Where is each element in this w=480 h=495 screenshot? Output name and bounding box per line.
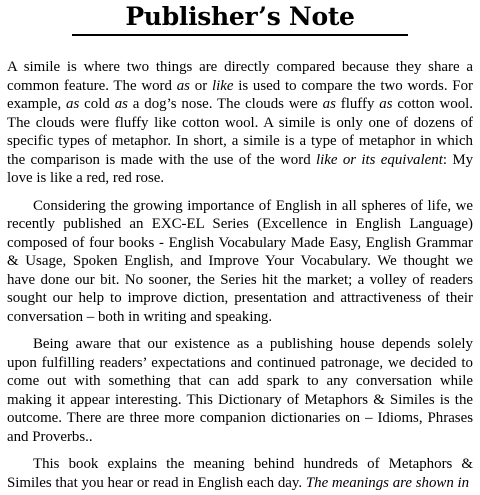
italic-run: as xyxy=(322,96,336,112)
page-title: Publisher’s Note xyxy=(125,2,355,31)
italic-run: as xyxy=(176,77,190,94)
text-run: : My love is like a red, red rose. xyxy=(7,151,473,186)
paragraph-1 xyxy=(7,58,473,188)
text-run: Considering the growing importance of English in all spheres of life, we recently published an EXC-EL Series (Excellence in English Language) composed of four books - English Vocabulary Made Easy, English Grammar & Usage, Spoken English, and Improve Your Vocabulary. We thought we have done our bit. No sooner, the Series hit the market; a volley of readers sought our help to improve diction, presentation and attractiveness of their conversation – both in writing and speaking. xyxy=(7,197,473,325)
italic-run: The meanings are shown in xyxy=(305,474,470,491)
italic-run: like or its equivalent xyxy=(315,151,443,168)
italic-run: as xyxy=(114,96,128,112)
text-run: fluffy xyxy=(335,96,380,112)
italic-run: like xyxy=(211,77,234,94)
paragraph-2 xyxy=(7,197,473,327)
text-run: or xyxy=(189,77,212,94)
text-run: is used to compare the two words. For example, xyxy=(7,77,473,112)
text-run: This book explains the meaning behind hundreds of Metaphors & Similes that you hear or read in English each day. xyxy=(7,456,473,491)
title-underline xyxy=(72,34,408,36)
italic-run: as xyxy=(379,96,393,112)
italic-run: as xyxy=(66,96,80,112)
text-run: cold xyxy=(79,96,115,112)
text-run: Being aware that our existence as a publishing house depends solely upon fulfilling readers’ expectations and continued patronage, we decided to come out with something that can add spark to any conversation while making it appear interesting. This Dictionary of Metaphors & Similes is the outcome. There are three more companion dictionaries on – Idioms, Phrases and Proverbs.. xyxy=(7,336,473,445)
text-run: cotton wool. The clouds were fluffy like cotton wool. A simile is only one of dozens of specific types of metaphor. In short, a simile is a type of metaphor in which the comparison is made with the use of the word xyxy=(7,96,473,168)
paragraph-3 xyxy=(7,335,473,446)
document-page xyxy=(7,0,473,495)
text-run: a dog’s nose. The clouds were xyxy=(127,96,323,112)
text-run: A simile is where two things are directly compared because they share a common feature. The word xyxy=(7,59,473,94)
paragraph-4 xyxy=(7,455,473,492)
